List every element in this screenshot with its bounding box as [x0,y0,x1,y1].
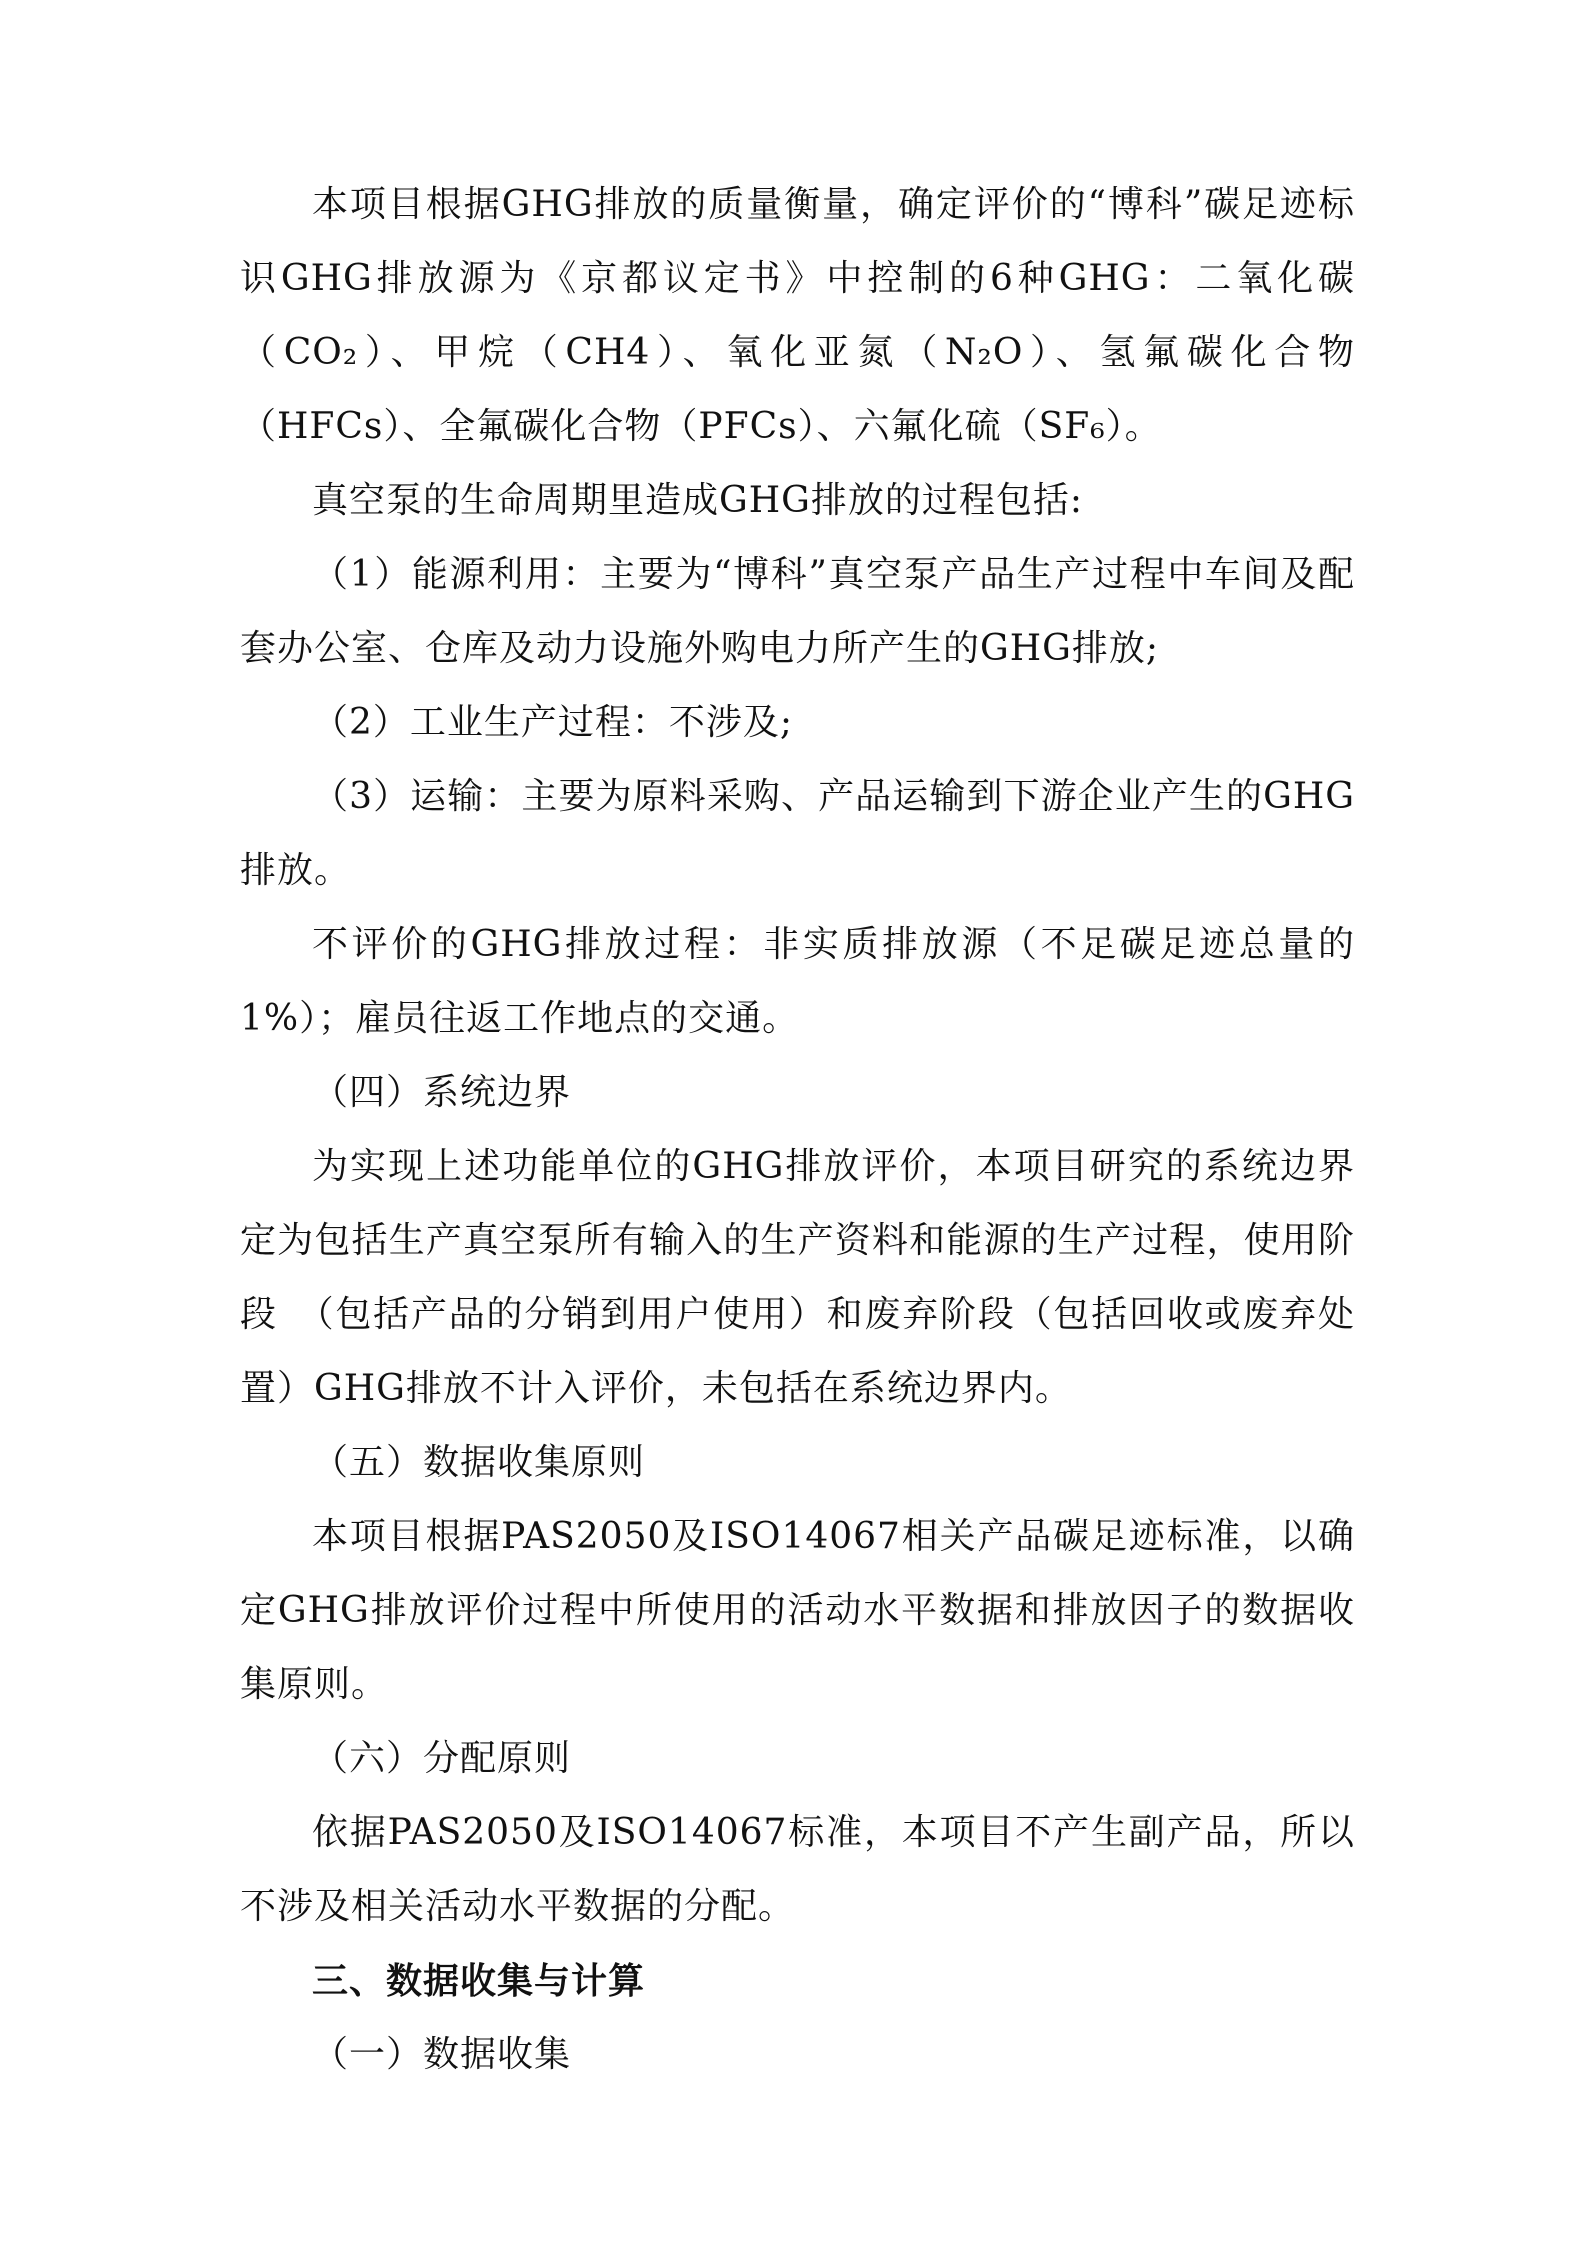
paragraph-ghg-sources: 本项目根据GHG排放的质量衡量，确定评价的“博科”碳足迹标识GHG排放源为《京都议定书》中控制的6种GHG：二氧化碳（CO₂）、甲烷（CH4）、氧化亚氮（N₂O）、氢氟碳化合物（HFCs）、全氟碳化合物（PFCs）、六氟化硫（SF₆）。 [240,184,1355,447]
heading-system-boundary: （四）系统边界 [312,1072,572,1113]
heading-allocation-principle: （六）分配原则 [312,1738,572,1779]
paragraph-system-boundary: 为实现上述功能单位的GHG排放评价，本项目研究的系统边界定为包括生产真空泵所有输入的生产资料和能源的生产过程，使用阶段 （包括产品的分销到用户使用）和废弃阶段（包括回收或废弃处置）GHG排放不计入评价，未包括在系统边界内。 [240,1146,1355,1409]
paragraph-emission-processes: 真空泵的生命周期里造成GHG排放的过程包括: [312,480,1084,521]
paragraph-data-collection-principle: 本项目根据PAS2050及ISO14067相关产品碳足迹标准，以确定GHG排放评价过程中所使用的活动水平数据和排放因子的数据收集原则。 [240,1516,1355,1705]
paragraph-allocation-principle: 依据PAS2050及ISO14067标准，本项目不产生副产品，所以不涉及相关活动水平数据的分配。 [240,1812,1355,1927]
paragraph-energy-use: （1）能源利用：主要为“博科”真空泵产品生产过程中车间及配套办公室、仓库及动力设施外购电力所产生的GHG排放; [240,554,1355,669]
heading-data-collection-principle: （五）数据收集原则 [312,1442,646,1483]
paragraph-industrial-process: （2）工业生产过程：不涉及; [312,702,794,743]
paragraph-transport: （3）运输：主要为原料采购、产品运输到下游企业产生的GHG排放。 [240,776,1355,891]
paragraph-excluded-processes: 不评价的GHG排放过程：非实质排放源（不足碳足迹总量的1%）；雇员往返工作地点的交通。 [240,924,1355,1039]
heading-data-collection: （一）数据收集 [312,2034,572,2075]
heading-section-three: 三、数据收集与计算 [312,1960,646,2002]
